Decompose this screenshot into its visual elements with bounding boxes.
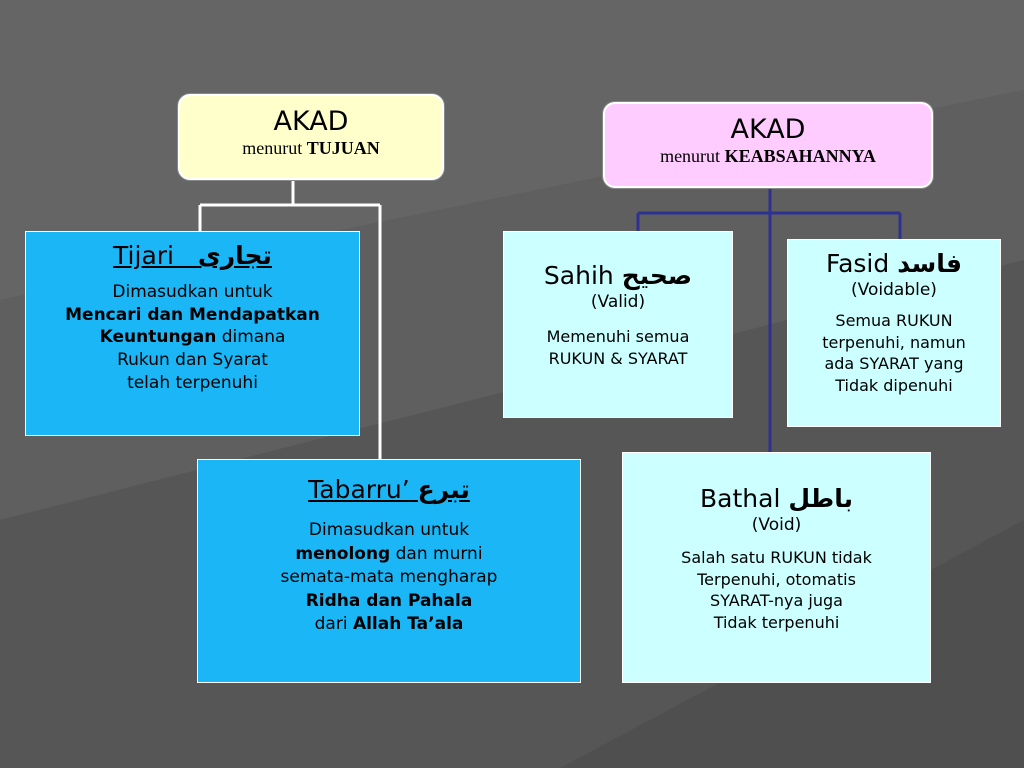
tijari-description: Dimasudkan untuk Mencari dan Mendapatkan Keuntungan dimana Rukun dan Syarat telah terpenuhi (65, 282, 320, 393)
fasid-english: (Voidable) (851, 280, 937, 301)
fasid-description: Semua RUKUN terpenuhi, namun ada SYARAT yang Tidak dipenuhi (822, 310, 966, 396)
fasid-heading: Fasid فاسد (826, 249, 962, 278)
akad-tujuan-subtitle: menurut TUJUAN (242, 138, 380, 159)
tabarru-description: Dimasudkan untuk menolong dan murni semata-mata mengharap Ridha dan Pahala dari Allah Ta’ala (280, 520, 498, 635)
tijari-heading: Tijari تجارى (113, 241, 272, 270)
bathal-box (622, 452, 931, 683)
sahih-heading: Sahih صحيح (543, 261, 693, 290)
bathal-english: (Void) (751, 515, 802, 536)
bathal-arabic: باطل (788, 484, 853, 513)
akad-tujuan-box (178, 94, 444, 180)
tabarru-heading: Tabarru’ تبرع (308, 475, 470, 504)
akad-keabsahan-box (603, 102, 933, 188)
tabarru-box (197, 459, 581, 683)
akad-keabsahan-title: AKAD (730, 114, 806, 145)
tijari-box (25, 231, 360, 436)
sahih-english: (Valid) (590, 292, 646, 313)
sahih-description: Memenuhi semua RUKUN & SYARAT (546, 326, 690, 368)
sahih-arabic: صحيح (621, 261, 693, 290)
tabarru-arabic: تبرع (417, 475, 470, 504)
akad-keabsahan-subtitle: menurut KEABSAHANNYA (660, 146, 876, 167)
fasid-box (787, 239, 1001, 427)
fasid-arabic: فاسد (897, 249, 962, 278)
bathal-description: Salah satu RUKUN tidak Terpenuhi, otomatis SYARAT-nya juga Tidak terpenuhi (681, 547, 872, 633)
sahih-box (503, 231, 733, 418)
bathal-heading: Bathal باطل (700, 484, 853, 513)
akad-tujuan-title: AKAD (273, 106, 349, 137)
tijari-arabic: تجارى (197, 241, 272, 270)
